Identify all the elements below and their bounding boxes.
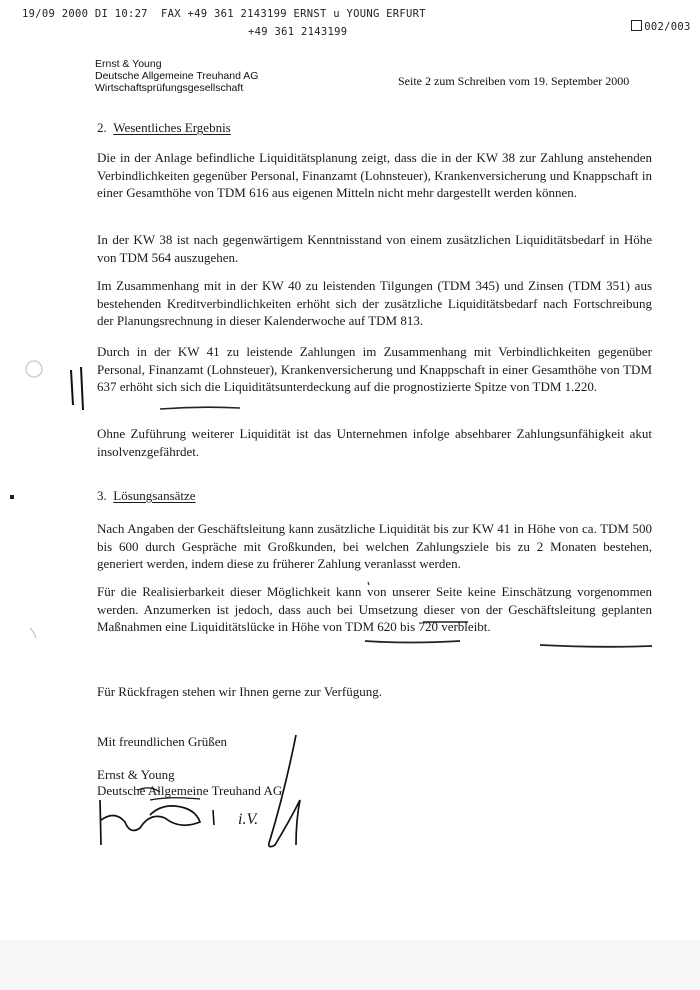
signature-note: i.V. [238,811,259,828]
pen-tick-mark [368,582,369,585]
margin-scratch-mark [30,628,36,638]
paragraph: Die in der Anlage befindliche Liquiditätsplanung zeigt, dass die in der KW 38 zur Zahlung anstehenden Verbindlichkeiten gegenüber Personal, Finanzamt (Lohnsteuer), Krankenversicherung und Knappschaft in einer Gesamthöhe von TDM 616 aus eigenen Mitteln nicht mehr dargestellt werden können. [97,150,652,200]
handwritten-underline [160,407,240,409]
sender-line: Ernst & Young [95,58,162,70]
section-title: Wesentliches Ergebnis [113,120,231,135]
punch-hole-mark [26,361,42,377]
margin-bar-mark [81,367,83,410]
fax-header-line: 19/09 2000 DI 10:27 FAX +49 361 2143199 ERNST u YOUNG ERFURT [22,8,426,20]
margin-dot-mark [10,495,14,499]
firm-line: Ernst & Young [97,767,175,782]
greeting: Mit freundlichen Grüßen [97,734,227,749]
signature-mark [100,800,200,845]
signature-mark [213,810,214,825]
fax-number-line: +49 361 2143199 [248,26,348,38]
handwritten-underline [365,641,460,643]
handwritten-underline [540,645,652,647]
signature-mark [150,798,200,800]
signature-mark [138,788,160,792]
paragraph: Im Zusammenhang mit in der KW 40 zu leistenden Tilgungen (TDM 345) und Zinsen (TDM 351) aus bestehenden Kreditverbindlichkeiten erhöht sich der zusätzliche Liquiditätsbedarf nach Fortschreibung der Planungsrechnung in dieser Kalenderwoche auf TDM 813. [97,278,652,328]
firm-line: Deutsche Allgemeine Treuhand AG [97,783,283,798]
section-number: 2. [97,120,107,135]
paragraph: Ohne Zuführung weiterer Liquidität ist das Unternehmen infolge absehbarer Zahlungsunfähigkeit akut insolvenzgefährdet. [97,426,652,459]
paragraph: Nach Angaben der Geschäftsleitung kann zusätzliche Liquidität bis zur KW 41 in Höhe von ca. TDM 500 bis 600 durch Gespräche mit Großkunden, bei welchen Zahlungsziele bis zu 2 Monaten bestehen, generiert werden, indem diese zu früherer Zahlung veranlasst werden. [97,521,652,571]
closing-question: Für Rückfragen stehen wir Ihnen gerne zur Verfügung. [97,684,382,699]
paragraph: Für die Realisierbarkeit dieser Möglichkeit kann von unserer Seite keine Einschätzung vorgenommen werden. Anzumerken ist jedoch, dass auch bei Umsetzung dieser von der Geschäftsleitung geplanten Maßnahmen eine Liquiditätslücke in Höhe von TDM 620 bis 720 verbleibt. [97,584,652,634]
paragraph: In der KW 38 ist nach gegenwärtigem Kenntnisstand von einem zusätzlichen Liquiditätsbedarf in Höhe von TDM 564 auszugehen. [97,232,652,265]
fax-page-counter-text: 002/003 [644,21,691,33]
signature-mark [269,735,300,847]
section-title: Lösungsansätze [113,488,196,503]
sender-line: Wirtschaftsprüfungsgesellschaft [95,82,244,94]
page-reference: Seite 2 zum Schreiben vom 19. September 2000 [398,74,630,88]
sender-line: Deutsche Allgemeine Treuhand AG [95,70,259,82]
margin-bar-mark [71,370,73,405]
section-number: 3. [97,488,107,503]
paragraph: Durch in der KW 41 zu leistende Zahlungen im Zusammenhang mit Verbindlichkeiten gegenüber Personal, Finanzamt (Lohnsteuer), Krankenversicherung und Knappschaft in einer Gesamthöhe von TDM 637 erhöht sich sich die Liquiditätsunterdeckung auf die prognostizierte Spitze von TDM 1.220. [97,344,652,394]
scan-bottom-band [0,940,700,990]
